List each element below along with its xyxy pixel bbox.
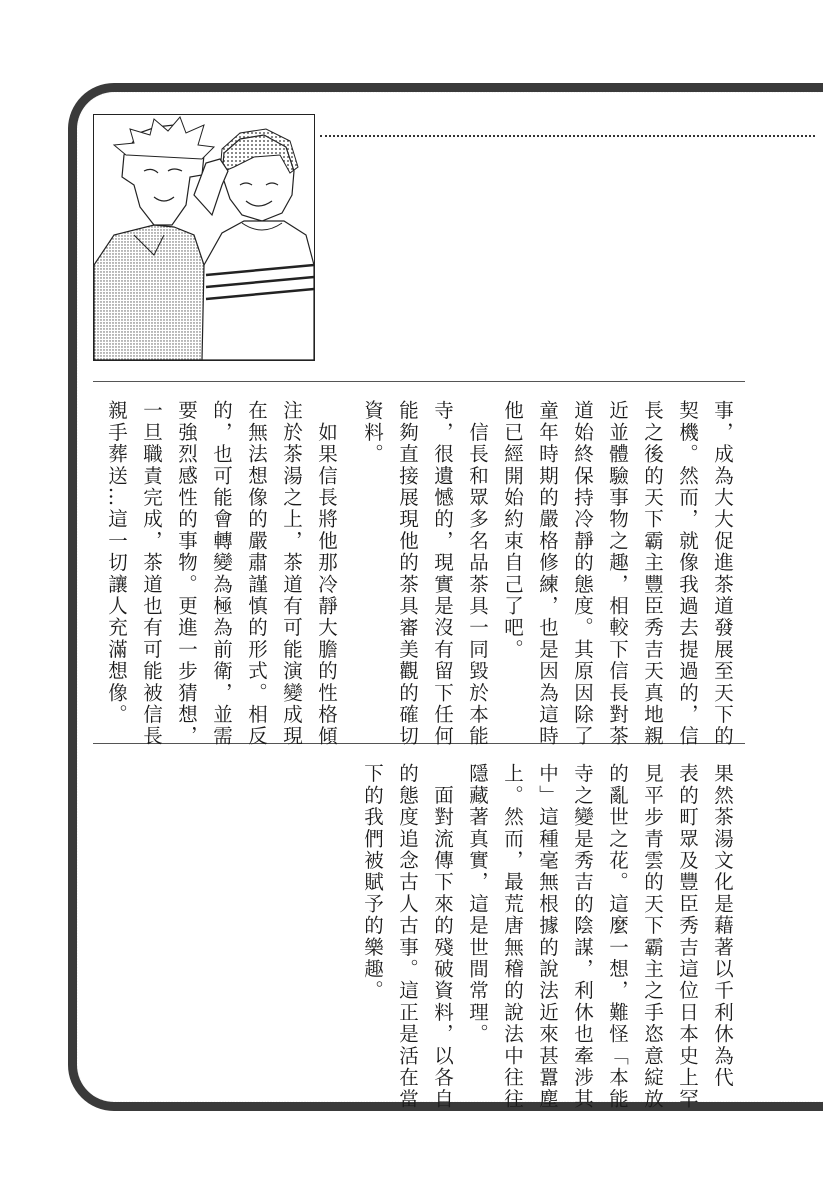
text-column: 童年時期的嚴格修練，也是因為這時 — [536, 400, 559, 748]
illustration-drawing — [94, 115, 314, 360]
text-column: 寺，很遺憾的，現實是沒有留下任何 — [431, 400, 454, 748]
text-column: 親手葬送…這一切讓人充滿想像。 — [105, 400, 128, 726]
text-column: 資料。 — [361, 400, 384, 466]
text-column: 如果信長將他那冷靜大膽的性格傾 — [315, 400, 338, 748]
character-illustration — [93, 114, 315, 361]
text-column: 在無法想像的嚴肅謹慎的形式。相反 — [245, 400, 268, 748]
text-column: 中」這種毫無根據的說法近來甚囂塵 — [536, 763, 559, 1111]
text-column: 事，成為大大促進茶道發展至天下的 — [711, 400, 734, 748]
text-column: 面對流傳下來的殘破資料，以各自 — [431, 763, 454, 1111]
text-column: 表的町眾及豐臣秀吉這位日本史上罕 — [676, 763, 699, 1111]
text-column: 一旦職責完成，茶道也有可能被信長 — [140, 400, 163, 748]
text-column: 他已經開始約束自己了吧。 — [501, 400, 524, 661]
text-column: 見平步青雲的天下霸主之手恣意綻放 — [641, 763, 664, 1111]
divider-top — [93, 381, 745, 382]
text-column: 注於茶湯之上，茶道有可能演變成現 — [280, 400, 303, 748]
text-column: 能夠直接展現他的茶具審美觀的確切 — [396, 400, 419, 748]
text-column: 隱藏著真實，這是世間常理。 — [466, 763, 489, 1046]
header-dotted-rule — [320, 135, 815, 137]
text-column: 的，也可能會轉變為極為前衛，並需 — [210, 400, 233, 748]
text-column: 道始終保持冷靜的態度。其原因除了 — [571, 400, 594, 748]
text-column: 下的我們被賦予的樂趣。 — [361, 763, 384, 1002]
text-column: 上。然而，最荒唐無稽的說法中往往 — [501, 763, 524, 1111]
text-column: 長之後的天下霸主豐臣秀吉天真地親 — [641, 400, 664, 748]
text-column: 要強烈感性的事物。更進一步猜想， — [175, 400, 198, 748]
text-column: 寺之變是秀吉的陰謀，利休也牽涉其 — [571, 763, 594, 1111]
text-column: 果然茶湯文化是藉著以千利休為代 — [711, 763, 734, 1089]
text-column: 信長和眾多名品茶具一同毀於本能 — [466, 400, 489, 748]
text-column: 的亂世之花。這麼一想，難怪「本能 — [606, 763, 629, 1111]
text-column: 近並體驗事物之趣，相較下信長對茶 — [606, 400, 629, 748]
text-column: 的態度追念古人古事。這正是活在當 — [396, 763, 419, 1111]
text-column: 契機。然而，就像我過去提過的，信 — [676, 400, 699, 748]
